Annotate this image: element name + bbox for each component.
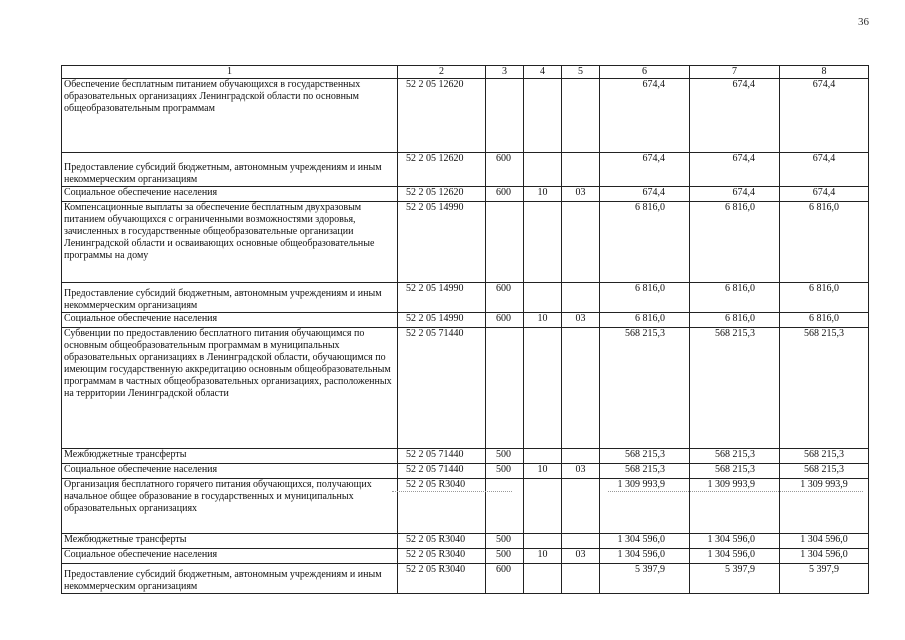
- cell-sec: [524, 79, 562, 153]
- table-row: [62, 202, 869, 283]
- cell-v8: 568 215,3: [780, 328, 869, 449]
- cell-type: 500: [486, 534, 524, 549]
- cell-code: 52 2 05 R3040: [398, 549, 486, 564]
- cell-code: 52 2 05 71440: [398, 449, 486, 464]
- cell-v8: 5 397,9: [780, 564, 869, 594]
- cell-code: 52 2 05 12620: [398, 153, 486, 187]
- cell-v6: 674,4: [600, 187, 690, 202]
- cell-v6: 568 215,3: [600, 328, 690, 449]
- cell-v6: 674,4: [600, 79, 690, 153]
- cell-name: Субвенции по предоставлению бесплатного питания обучающимся по основным общеобразовательным программам в муниципальных образовательных организациях в Ленинградской области, обучающимся по имеющим государственную аккредитацию основным общеобразовательным программам в частных общеобразовательных организациях, расположенных на территории Ленинградской области: [62, 328, 398, 449]
- cell-v7: 568 215,3: [690, 328, 780, 449]
- header-col-3: 3: [486, 66, 524, 79]
- cell-name: Межбюджетные трансферты: [62, 534, 398, 549]
- cell-sec: [524, 449, 562, 464]
- cell-sec: [524, 202, 562, 283]
- cell-v8: 568 215,3: [780, 464, 869, 479]
- cell-name: Предоставление субсидий бюджетным, автономным учреждениям и иным некоммерческим организациям: [62, 153, 398, 187]
- cell-sub: 03: [562, 313, 600, 328]
- budget-table: [61, 65, 869, 594]
- header-row: [62, 66, 869, 79]
- cell-code: 52 2 05 12620: [398, 79, 486, 153]
- cell-v7: 674,4: [690, 187, 780, 202]
- cell-name: Социальное обеспечение населения: [62, 549, 398, 564]
- cell-type: 500: [486, 549, 524, 564]
- cell-v6: 6 816,0: [600, 202, 690, 283]
- cell-sub: [562, 479, 600, 534]
- table-row: [62, 187, 869, 202]
- cell-code: 52 2 05 71440: [398, 328, 486, 449]
- cell-name: Социальное обеспечение населения: [62, 464, 398, 479]
- cell-code: 52 2 05 71440: [398, 464, 486, 479]
- header-col-2: 2: [398, 66, 486, 79]
- cell-code: 52 2 05 12620: [398, 187, 486, 202]
- table-row: [62, 534, 869, 549]
- cell-v8: 568 215,3: [780, 449, 869, 464]
- table-body: [62, 79, 869, 594]
- table-row: [62, 79, 869, 153]
- cell-v6: 568 215,3: [600, 464, 690, 479]
- cell-name: Предоставление субсидий бюджетным, автономным учреждениям и иным некоммерческим организациям: [62, 283, 398, 313]
- cell-type: 600: [486, 187, 524, 202]
- cell-sec: [524, 283, 562, 313]
- cell-sub: 03: [562, 187, 600, 202]
- cell-name: Обеспечение бесплатным питанием обучающихся в государственных образовательных организациях Ленинградской области по основным общеобразовательным программам: [62, 79, 398, 153]
- cell-sub: [562, 153, 600, 187]
- cell-v7: 5 397,9: [690, 564, 780, 594]
- cell-sub: [562, 534, 600, 549]
- cell-name: Предоставление субсидий бюджетным, автономным учреждениям и иным некоммерческим организациям: [62, 564, 398, 594]
- cell-v6: 1 304 596,0: [600, 534, 690, 549]
- cell-v7: 6 816,0: [690, 202, 780, 283]
- cell-v8: 6 816,0: [780, 313, 869, 328]
- cell-v7: 6 816,0: [690, 283, 780, 313]
- header-col-4: 4: [524, 66, 562, 79]
- cell-v7: 1 304 596,0: [690, 549, 780, 564]
- cell-v8: 674,4: [780, 79, 869, 153]
- scan-mark: [608, 491, 863, 492]
- page-number: 36: [858, 16, 869, 28]
- cell-type: [486, 202, 524, 283]
- cell-type: 600: [486, 153, 524, 187]
- header-col-7: 7: [690, 66, 780, 79]
- table-row: [62, 328, 869, 449]
- cell-v8: 674,4: [780, 187, 869, 202]
- cell-v7: 1 304 596,0: [690, 534, 780, 549]
- cell-v6: 6 816,0: [600, 283, 690, 313]
- table-row: [62, 153, 869, 187]
- cell-type: [486, 79, 524, 153]
- cell-v6: 1 309 993,9: [600, 479, 690, 534]
- table-row: [62, 283, 869, 313]
- cell-name: Организация бесплатного горячего питания обучающихся, получающих начальное общее образование в государственных и муниципальных образовательных организациях: [62, 479, 398, 534]
- scan-mark: [392, 491, 512, 492]
- cell-v8: 6 816,0: [780, 283, 869, 313]
- cell-v7: 568 215,3: [690, 449, 780, 464]
- cell-code: 52 2 05 R3040: [398, 534, 486, 549]
- cell-v7: 674,4: [690, 79, 780, 153]
- cell-v6: 1 304 596,0: [600, 549, 690, 564]
- cell-sec: 10: [524, 549, 562, 564]
- cell-type: 500: [486, 449, 524, 464]
- cell-v6: 6 816,0: [600, 313, 690, 328]
- cell-code: 52 2 05 14990: [398, 202, 486, 283]
- cell-v7: 568 215,3: [690, 464, 780, 479]
- cell-v7: 1 309 993,9: [690, 479, 780, 534]
- cell-v6: 568 215,3: [600, 449, 690, 464]
- cell-name: Межбюджетные трансферты: [62, 449, 398, 464]
- cell-v8: 1 304 596,0: [780, 534, 869, 549]
- cell-sec: [524, 328, 562, 449]
- cell-type: [486, 328, 524, 449]
- cell-name: Социальное обеспечение населения: [62, 187, 398, 202]
- cell-sec: [524, 479, 562, 534]
- cell-sub: [562, 328, 600, 449]
- cell-sub: 03: [562, 464, 600, 479]
- cell-v8: 1 309 993,9: [780, 479, 869, 534]
- table-row: [62, 564, 869, 594]
- table-row: [62, 464, 869, 479]
- cell-sec: [524, 153, 562, 187]
- cell-sec: 10: [524, 464, 562, 479]
- cell-v6: 674,4: [600, 153, 690, 187]
- cell-name: Компенсационные выплаты за обеспечение бесплатным двухразовым питанием обучающихся с ограниченными возможностями здоровья, зачисленных в государственные общеобразовательные организации Ленинградской области и осваивающих основные общеобразовательные программы на дому: [62, 202, 398, 283]
- cell-sec: 10: [524, 313, 562, 328]
- cell-sec: 10: [524, 187, 562, 202]
- cell-sec: [524, 564, 562, 594]
- table-row: [62, 479, 869, 534]
- cell-type: 600: [486, 564, 524, 594]
- cell-v8: 674,4: [780, 153, 869, 187]
- header-col-5: 5: [562, 66, 600, 79]
- cell-v7: 674,4: [690, 153, 780, 187]
- cell-type: 600: [486, 283, 524, 313]
- cell-code: 52 2 05 14990: [398, 283, 486, 313]
- cell-sub: [562, 283, 600, 313]
- header-col-1: 1: [62, 66, 398, 79]
- table-row: [62, 549, 869, 564]
- table-row: [62, 449, 869, 464]
- cell-sub: [562, 449, 600, 464]
- cell-sub: [562, 79, 600, 153]
- header-col-8: 8: [780, 66, 869, 79]
- table-row: [62, 313, 869, 328]
- cell-code: 52 2 05 R3040: [398, 479, 486, 534]
- cell-sec: [524, 534, 562, 549]
- cell-sub: [562, 564, 600, 594]
- cell-type: 600: [486, 313, 524, 328]
- cell-v8: 6 816,0: [780, 202, 869, 283]
- cell-sub: [562, 202, 600, 283]
- cell-v6: 5 397,9: [600, 564, 690, 594]
- cell-name: Социальное обеспечение населения: [62, 313, 398, 328]
- header-col-6: 6: [600, 66, 690, 79]
- cell-type: 500: [486, 464, 524, 479]
- cell-code: 52 2 05 R3040: [398, 564, 486, 594]
- cell-v7: 6 816,0: [690, 313, 780, 328]
- cell-v8: 1 304 596,0: [780, 549, 869, 564]
- cell-type: [486, 479, 524, 534]
- cell-sub: 03: [562, 549, 600, 564]
- cell-code: 52 2 05 14990: [398, 313, 486, 328]
